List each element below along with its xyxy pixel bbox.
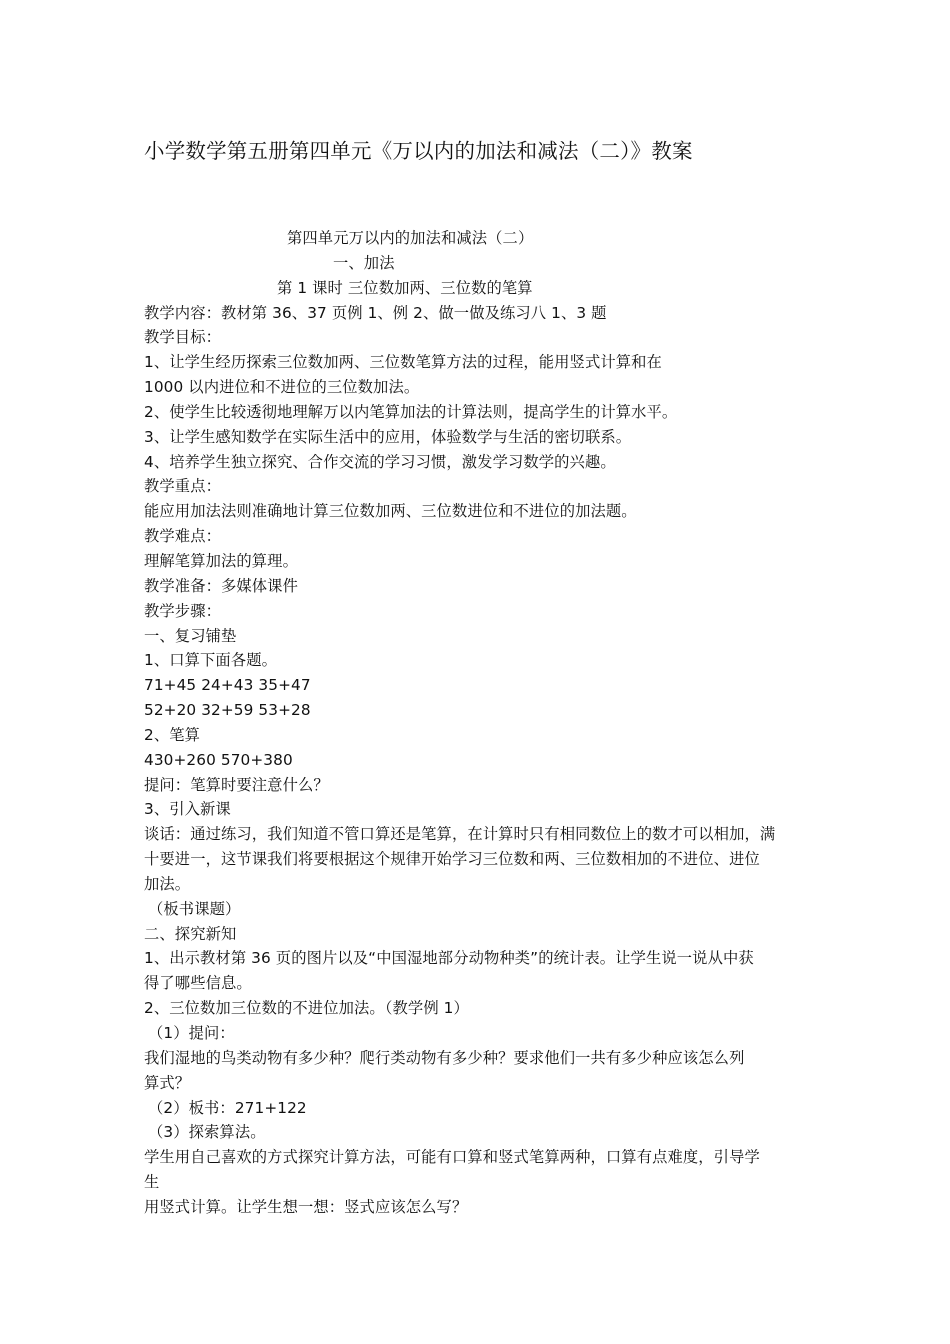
text-line: 教学步骤： bbox=[144, 601, 221, 620]
text-line: 用竖式计算。让学生想一想：竖式应该怎么写？ bbox=[144, 1197, 468, 1216]
text-line: 430+260 570+380 bbox=[144, 750, 293, 769]
text-line: （板书课题） bbox=[148, 899, 241, 918]
document-body bbox=[144, 226, 810, 1220]
text-line: 1000 以内进位和不进位的三位数加法。 bbox=[144, 378, 420, 397]
text-line: 3、让学生感知数学在实际生活中的应用，体验数学与生活的密切联系。 bbox=[144, 427, 632, 446]
text-line: 教学目标： bbox=[144, 328, 221, 347]
text-line: 十要进一，这节课我们将要根据这个规律开始学习三位数和两、三位数相加的不进位、进位 bbox=[144, 850, 760, 869]
text-line: 我们湿地的鸟类动物有多少种？爬行类动物有多少种？要求他们一共有多少种应该怎么列 bbox=[144, 1048, 745, 1067]
text-line: 2、三位数加三位数的不进位加法。（教学例 1） bbox=[144, 999, 469, 1018]
text-line: （2）板书：271+122 bbox=[148, 1098, 307, 1117]
unit-heading: 第四单元万以内的加法和减法（二） bbox=[287, 229, 534, 247]
text-line: 能应用加法法则准确地计算三位数加两、三位数进位和不进位的加法题。 bbox=[144, 502, 637, 521]
text-line: 4、培养学生独立探究、合作交流的学习习惯，激发学习数学的兴趣。 bbox=[144, 452, 616, 471]
text-line: 2、使学生比较透彻地理解万以内笔算加法的计算法则，提高学生的计算水平。 bbox=[144, 402, 678, 421]
section-heading: 一、加法 bbox=[333, 253, 395, 272]
text-line: 一、复习铺垫 bbox=[144, 626, 237, 645]
text-line: 教学内容：教材第 36、37 页例 1、例 2、做一做及练习八 1、3 题 bbox=[144, 303, 607, 322]
lesson-heading: 第 1 课时 三位数加两、三位数的笔算 bbox=[277, 278, 533, 297]
text-line: 71+45 24+43 35+47 bbox=[144, 676, 311, 695]
text-line: 得了哪些信息。 bbox=[144, 974, 252, 993]
text-line: 提问：笔算时要注意什么？ bbox=[144, 775, 329, 794]
text-line: 加法。 bbox=[144, 874, 191, 893]
text-line: 教学重点： bbox=[144, 477, 221, 496]
text-line: 教学难点： bbox=[144, 527, 221, 546]
text-line: （1）提问： bbox=[148, 1024, 235, 1042]
text-line: 生 bbox=[144, 1173, 160, 1192]
text-line: 2、笔算 bbox=[144, 725, 201, 744]
text-line: 1、口算下面各题。 bbox=[144, 651, 278, 670]
document-title: 小学数学第五册第四单元《万以内的加法和减法（二）》教案 bbox=[144, 139, 693, 163]
text-line: 3、引入新课 bbox=[144, 800, 231, 819]
text-line: （3）探索算法。 bbox=[148, 1123, 266, 1142]
text-line: 学生用自己喜欢的方式探究计算方法，可能有口算和竖式笔算两种，口算有点难度，引导学 bbox=[144, 1148, 760, 1167]
text-line: 52+20 32+59 53+28 bbox=[144, 701, 311, 720]
text-line: 教学准备：多媒体课件 bbox=[144, 576, 298, 595]
text-line: 谈话：通过练习，我们知道不管口算还是笔算，在计算时只有相同数位上的数才可以相加，满 bbox=[144, 825, 776, 844]
text-line: 理解笔算加法的算理。 bbox=[144, 551, 298, 570]
text-line: 1、出示教材第 36 页的图片以及“中国湿地部分动物种类”的统计表。让学生说一说从中获 bbox=[144, 949, 754, 968]
text-line: 算式？ bbox=[144, 1073, 191, 1092]
text-line: 二、探究新知 bbox=[144, 924, 237, 943]
text-line: 1、让学生经历探索三位数加两、三位数笔算方法的过程，能用竖式计算和在 bbox=[144, 353, 662, 372]
